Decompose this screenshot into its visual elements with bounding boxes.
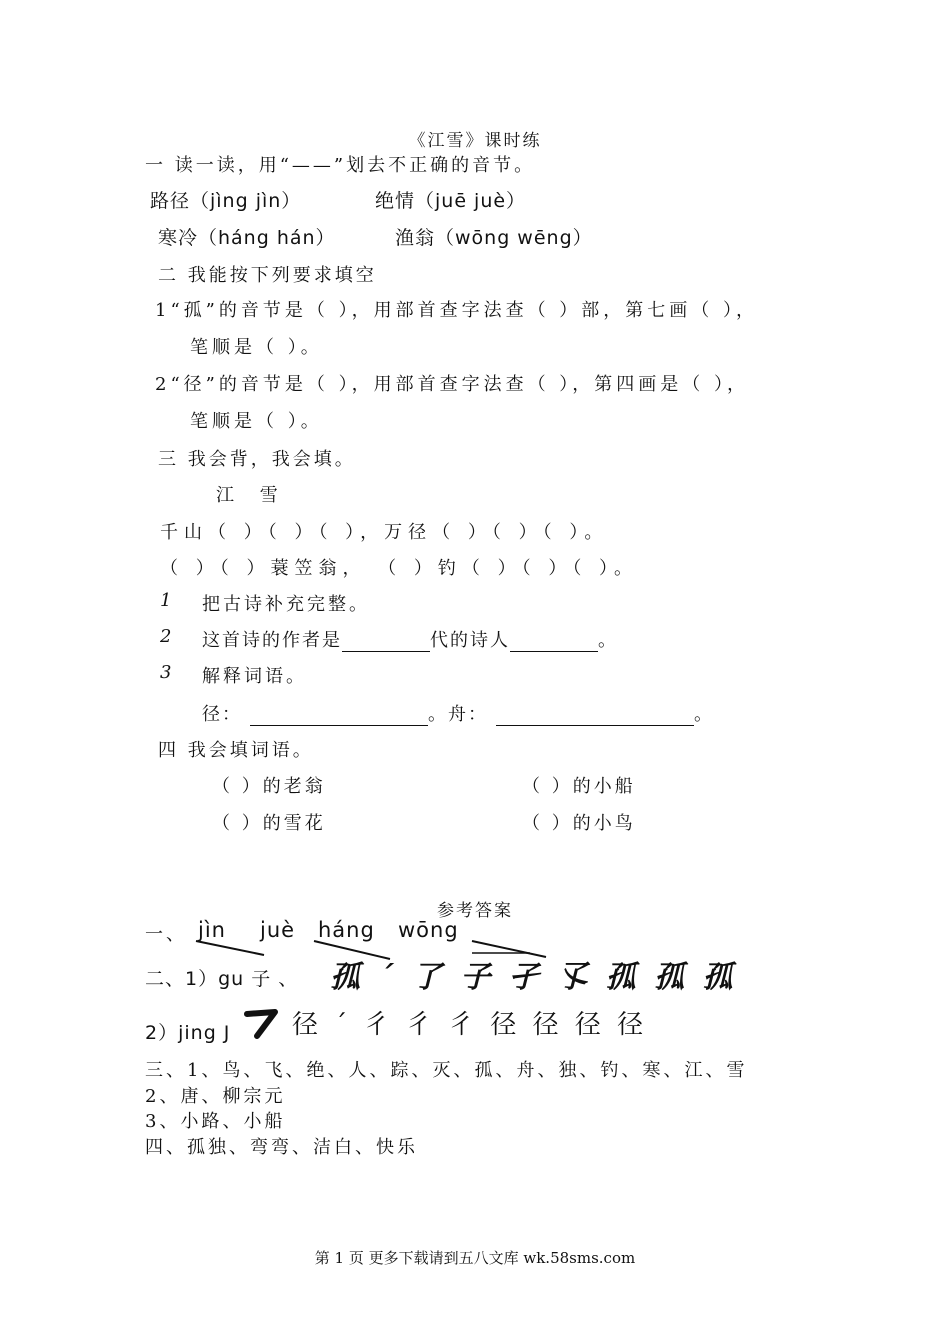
s4-item-2: （ ）的小船 [522, 776, 636, 797]
def-end-jing: 。 [428, 704, 448, 725]
poem-line-1: 千山（ ）（ ）（ ），万径（ ）（ ）（ ）。 [160, 522, 609, 543]
s4-item-4: （ ）的小鸟 [522, 813, 636, 834]
s3-q2-text-a: 这首诗的作者是 [202, 630, 342, 651]
answer-2b-label: 2）jing J [145, 1022, 231, 1044]
s2-q2-line1: 2“径”的音节是（ ），用部首查字法查（ ），第四画是（ ）， [155, 374, 750, 395]
poem-line-2: （ ）（ ）蓑笠翁， （ ）钓（ ）（ ）（ ）。 [160, 558, 639, 579]
def-label-zhou: 舟： [448, 704, 488, 725]
def-blank-jing [250, 707, 428, 726]
section-3-heading: 三 我会背，我会填。 [158, 449, 356, 470]
answer-2b-stroke-order: 径 ˊ 彳 彳 彳 径 径 径 径 [292, 1010, 648, 1040]
poet-blank [510, 633, 598, 652]
s3-q3-text: 解释词语。 [202, 666, 307, 687]
answer-4: 四、孤独、弯弯、洁白、快乐 [145, 1137, 418, 1158]
strike-line-1 [196, 941, 264, 955]
s3-definitions [202, 700, 714, 726]
answer-1-py-3: háng [318, 918, 375, 942]
page-title: 《江雪》课时练 [408, 131, 542, 151]
s3-q1-text: 把古诗补充完整。 [202, 594, 370, 615]
s3-q2-text-c: 。 [598, 630, 618, 651]
s3-q2-number: 2 [160, 626, 175, 647]
s1-item-3: 寒冷（háng hán） [158, 227, 336, 249]
s2-q2-line2: 笔顺是（ ）。 [190, 411, 323, 432]
answer-2-label: 二、1）gu 子 、 [145, 968, 299, 990]
answer-1-py-2: juè [260, 918, 296, 942]
s3-q3-number: 3 [160, 662, 175, 683]
dynasty-blank [342, 633, 430, 652]
poem-title: 江 雪 [216, 485, 288, 506]
s3-q1-number: 1 [160, 590, 175, 611]
s4-item-1: （ ）的老翁 [212, 776, 326, 797]
s1-item-4: 渔翁（wōng wēng） [395, 227, 593, 249]
s1-item-1: 路径（jìng jìn） [150, 190, 302, 212]
def-blank-zhou [496, 707, 694, 726]
s1-item-2: 绝情（juē juè） [375, 190, 527, 212]
section-1-heading: 一 读一读，用“——”划去不正确的音节。 [145, 155, 536, 176]
answer-1-py-4: wōng [398, 918, 459, 942]
answer-3-line-1: 三、1、鸟、飞、绝、人、踪、灭、孤、舟、独、钓、寒、江、雪 [145, 1060, 748, 1081]
s3-q2-text-b: 代的诗人 [430, 630, 510, 651]
answer-2-stroke-order: 孤 ˊ 了 子 孑 孓 孤 孤 孤 [330, 960, 737, 995]
answer-1-py-1: jìn [198, 918, 226, 942]
section-2-heading: 二 我能按下列要求填空 [158, 265, 377, 286]
answers-title: 参考答案 [437, 901, 513, 921]
s4-item-3: （ ）的雪花 [212, 813, 326, 834]
s2-q1-line2: 笔顺是（ ）。 [190, 337, 323, 358]
stroke-icon [243, 1006, 283, 1040]
answer-3-line-3: 3、小路、小船 [145, 1111, 286, 1132]
s3-q2-line [202, 626, 618, 652]
def-end-zhou: 。 [694, 704, 714, 725]
answer-3-line-2: 2、唐、柳宗元 [145, 1086, 286, 1107]
section-4-heading: 四 我会填词语。 [158, 740, 314, 761]
page-footer: 第 1 页 更多下载请到五八文库 wk.58sms.com [314, 1249, 636, 1267]
def-label-jing: 径： [202, 704, 242, 725]
s2-q1-line1: 1“孤”的音节是（ ），用部首查字法查（ ）部，第七画（ ）， [155, 300, 759, 321]
answer-1-label: 一、 [145, 924, 187, 945]
